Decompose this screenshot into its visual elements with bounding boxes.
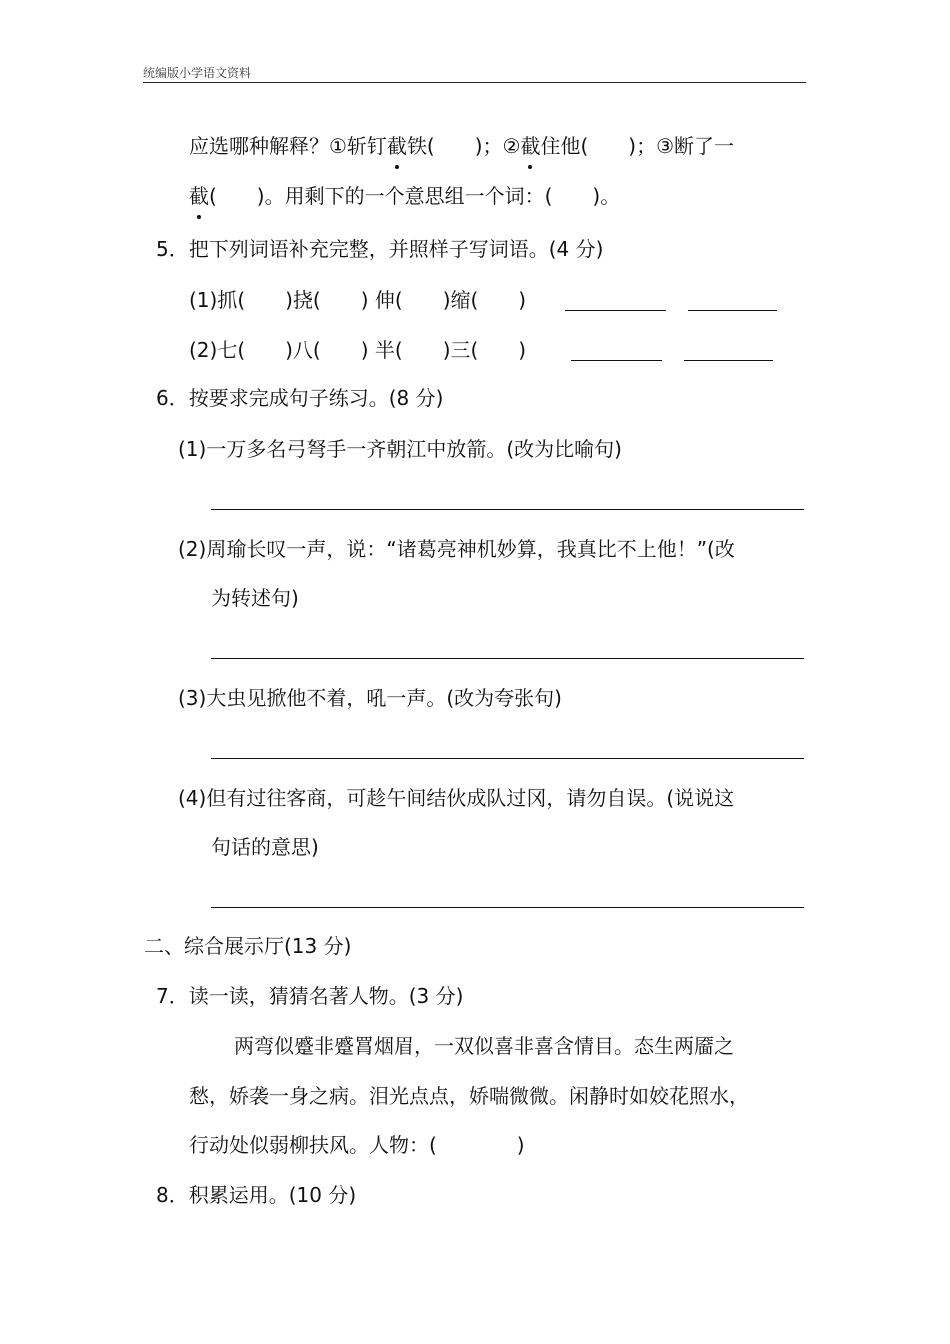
- q6-sentence-1: (1)一万多名弓弩手一齐朝江中放箭。(改为比喻句): [178, 437, 622, 461]
- q7-title: 7．读一读，猜猜名著人物。(3 分): [156, 984, 464, 1008]
- q5-title: 5．把下列词语补充完整，并照样子写词语。(4 分): [156, 237, 604, 261]
- q4-line-1: [189, 133, 734, 159]
- answer-line[interactable]: [211, 907, 804, 908]
- answer-blank[interactable]: [571, 340, 662, 361]
- q5-row-2: [189, 337, 526, 363]
- answer-blank[interactable]: [565, 290, 666, 311]
- q5-row-1-text: (1)抓( )挠( ) 伸( )缩( ): [189, 288, 527, 312]
- header-divider: [143, 82, 806, 83]
- answer-line[interactable]: [211, 658, 804, 659]
- q4-line-2: [189, 183, 620, 209]
- q6-sentence-4-cont: 句话的意思): [211, 835, 319, 859]
- q7-passage-line-1: 两弯似蹙非蹙罥烟眉，一双似喜非喜含情目。态生两靥之: [234, 1034, 734, 1058]
- answer-line[interactable]: [211, 758, 804, 759]
- answer-blank[interactable]: [684, 340, 773, 361]
- q5-row-1: [189, 287, 526, 313]
- q7-passage-line-2: 愁，娇袭一身之病。泪光点点，娇喘微微。闲静时如姣花照水，: [189, 1084, 749, 1108]
- q4-text-1: 应选哪种解释？①斩钉: [189, 134, 387, 158]
- q6-sentence-2-cont: 为转述句): [211, 586, 299, 610]
- q5-row-2-text: (2)七( )八( ) 半( )三( ): [189, 338, 527, 362]
- section-2-title: 二、综合展示厅(13 分): [144, 934, 352, 958]
- q6-title: 6．按要求完成句子练习。(8 分): [156, 386, 444, 410]
- q4-text-4: ( )。用剩下的一个意思组一个词：( )。: [209, 184, 621, 208]
- page-header: 统编版小学语文资料: [143, 66, 252, 80]
- q8-title: 8．积累运用。(10 分): [156, 1183, 357, 1207]
- emphasized-char: 截: [386, 134, 407, 158]
- answer-line[interactable]: [211, 509, 804, 510]
- q4-text-2: 铁( )；②: [406, 134, 521, 158]
- q6-sentence-4: (4)但有过往客商，可趁午间结伙成队过冈，请勿自误。(说说这: [178, 786, 735, 810]
- answer-blank[interactable]: [688, 290, 777, 311]
- q4-text-3: 住他( )；③断了一: [540, 134, 735, 158]
- q6-sentence-3: (3)大虫见掀他不着，吼一声。(改为夸张句): [178, 686, 562, 710]
- emphasized-char: 截: [520, 134, 541, 158]
- q7-passage-line-3: 行动处似弱柳扶风。人物：( ): [189, 1133, 525, 1157]
- emphasized-char: 截: [189, 184, 209, 208]
- q6-sentence-2: (2)周瑜长叹一声，说：“诸葛亮神机妙算，我真比不上他！”(改: [178, 537, 735, 561]
